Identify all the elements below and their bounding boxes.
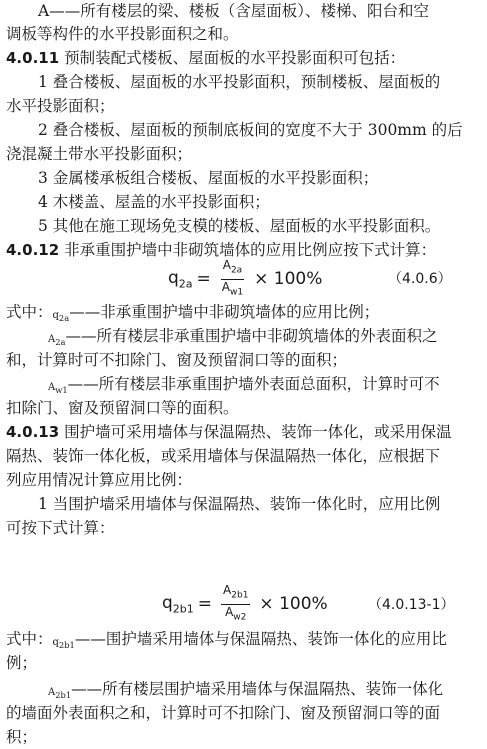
- text-line: 可按下式计算：: [6, 519, 115, 537]
- definition-line: 式中：$q_{2a}——$非承重围护墙中非砌筑墙体的应用比例；: [6, 303, 380, 323]
- definition-line: $A_{2a}——$所有楼层非承重围护墙中非砌筑墙体的外表面积之: [48, 327, 438, 347]
- clause-4-0-11: 4.0.11 预制装配式楼板、屋面板的水平投影面积可包括：: [6, 49, 406, 67]
- equation-number: （4.0.6）: [388, 271, 452, 287]
- definition-line: $A_{2b1}——$所有楼层围护墙采用墙体与保温隔热、装饰一体化: [48, 680, 444, 700]
- text-line: 浇混凝土带水平投影面积；: [6, 145, 193, 163]
- text-line: 4 木楼盖、屋盖的水平投影面积；: [38, 193, 270, 211]
- text-line: 列应用情况计算应用比例：: [6, 471, 193, 489]
- clause-4-0-13: 4.0.13 围护墙可采用墙体与保温隔热、装饰一体化，或采用保温: [6, 423, 452, 441]
- text-line: 例；: [6, 654, 38, 672]
- text-line: 水平投影面积；: [6, 97, 115, 115]
- text-line: 1 叠合楼板、屋面板的水平投影面积，预制楼板、屋面板的: [38, 73, 441, 91]
- formula-4-0-6: $q_{2a}$ = $\frac{A_{2a}}{A_{w1}}$ × 100%: [168, 260, 322, 298]
- text-line: A——所有楼层的梁、楼板（含屋面板）、楼梯、阳台和空: [38, 2, 429, 20]
- text-line: 5 其他在施工现场免支模的楼板、屋面板的水平投影面积。: [38, 217, 441, 235]
- text-line: 的墙面外表面积之和，计算时可不扣除门、窗及预留洞口等的面: [6, 704, 441, 722]
- formula-4-0-13-1: $q_{2b1}$ = $\frac{A_{2b1}}{A_{w2}}$ × 100%: [162, 585, 328, 623]
- definition-line: 式中：$q_{2b1}——$围护墙采用墙体与保温隔热、装饰一体化的应用比: [6, 630, 447, 650]
- formula-fraction: $\frac{A_{2b1}}{A_{w2}}$: [223, 583, 249, 622]
- text-line: 3 金属楼承板组合楼板、屋面板的水平投影面积；: [38, 169, 379, 187]
- formula-lhs: $q_{2a}$: [168, 267, 193, 291]
- text-line: 调板等构件的水平投影面积之和。: [6, 25, 239, 43]
- clause-number: 4.0.12: [6, 241, 60, 259]
- clause-number: 4.0.13: [6, 423, 60, 441]
- text-line: 2 叠合楼板、屋面板的预制底板间的宽度不大于 300mm 的后: [38, 121, 463, 139]
- text-line: 积；: [6, 728, 38, 746]
- text-line: 1 当围护墙采用墙体与保温隔热、装饰一体化时，应用比例: [38, 495, 441, 513]
- clause-4-0-12: 4.0.12 非承重围护墙中非砌筑墙体的应用比例应按下式计算：: [6, 241, 437, 259]
- text-line: 和，计算时可不扣除门、窗及预留洞口等的面积；: [6, 351, 348, 369]
- equation-number: （4.0.13-1）: [368, 597, 455, 613]
- definition-line: $A_{w1}——$所有楼层非承重围护墙外表面总面积，计算时可不: [48, 375, 440, 395]
- formula-fraction: $\frac{A_{2a}}{A_{w1}}$: [221, 258, 244, 297]
- formula-lhs: $q_{2b1}$: [162, 592, 194, 616]
- clause-number: 4.0.11: [6, 49, 60, 67]
- text-line: 隔热、装饰一体化板，或采用墙体与保温隔热一体化，应根据下: [6, 447, 441, 465]
- text-line: 扣除门、窗及预留洞口等的面积。: [6, 399, 239, 417]
